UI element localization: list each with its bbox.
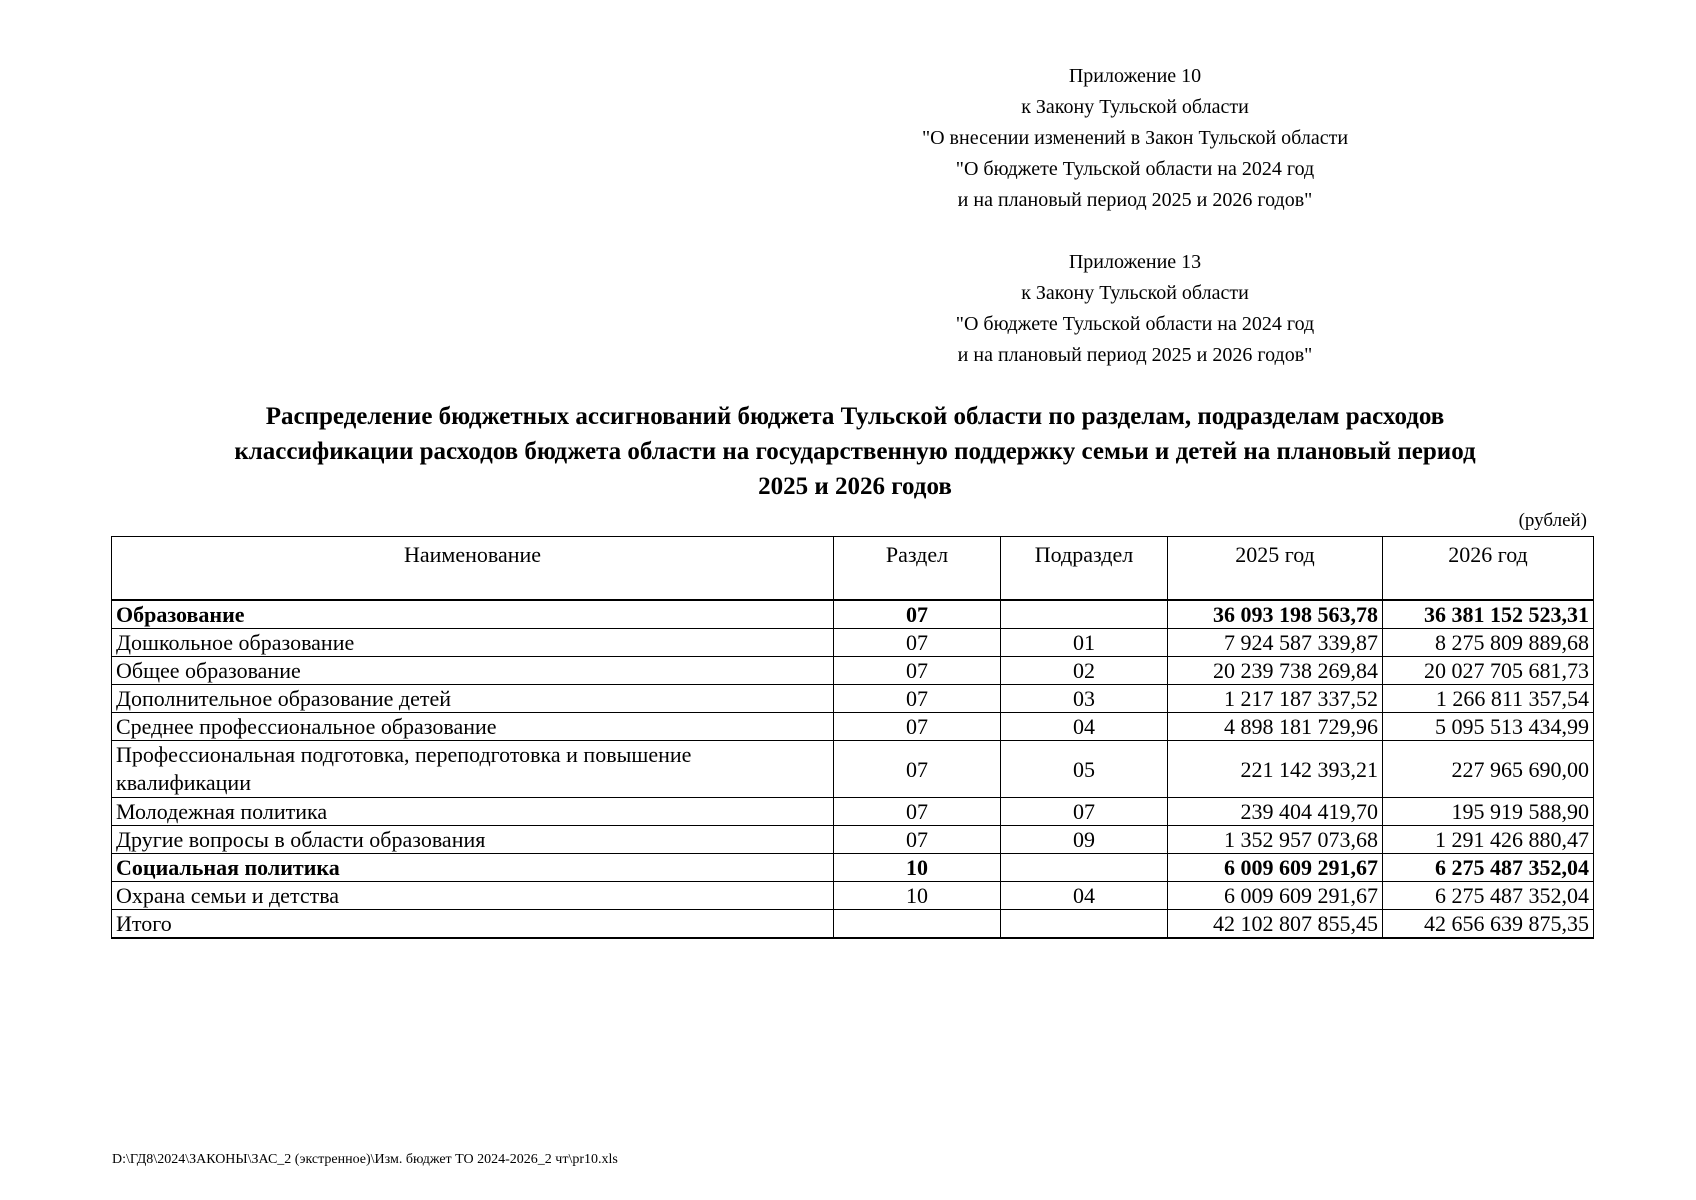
row-section: 07 <box>834 657 1001 685</box>
header-2025: 2025 год <box>1168 537 1383 601</box>
table-row <box>112 882 1594 910</box>
row-amount-2025: 42 102 807 855,45 <box>1168 910 1383 939</box>
appendix-10-line: к Закону Тульской области <box>1021 96 1249 118</box>
row-amount-2025: 20 239 738 269,84 <box>1168 657 1383 685</box>
table-row <box>112 685 1594 713</box>
row-subsection: 04 <box>1001 713 1168 741</box>
table-row <box>112 600 1594 629</box>
currency-unit: (рублей) <box>1518 510 1587 531</box>
table-header-row <box>112 537 1594 601</box>
row-name: Молодежная политика <box>112 798 834 826</box>
row-name: Профессиональная подготовка, переподготовка и повышение квалификации <box>112 741 834 798</box>
table-total-row <box>112 910 1594 939</box>
row-amount-2026: 36 381 152 523,31 <box>1383 600 1594 629</box>
row-amount-2025: 6 009 609 291,67 <box>1168 882 1383 910</box>
row-amount-2026: 227 965 690,00 <box>1383 741 1594 798</box>
appendix-10-line: и на плановый период 2025 и 2026 годов" <box>957 189 1313 211</box>
appendix-13-line: Приложение 13 <box>1068 251 1202 273</box>
table-row <box>112 741 1594 798</box>
row-subsection: 02 <box>1001 657 1168 685</box>
row-section: 07 <box>834 741 1001 798</box>
table-row <box>112 854 1594 882</box>
table-row <box>112 826 1594 854</box>
row-amount-2026: 1 266 811 357,54 <box>1383 685 1594 713</box>
row-name: Итого <box>112 910 834 939</box>
title-line: Распределение бюджетных ассигнований бюджета Тульской области по разделам, подразделам расходов <box>265 403 1445 430</box>
row-section: 07 <box>834 826 1001 854</box>
row-subsection: 03 <box>1001 685 1168 713</box>
appendix-13-line: "О бюджете Тульской области на 2024 год <box>955 313 1315 335</box>
row-amount-2026: 5 095 513 434,99 <box>1383 713 1594 741</box>
row-amount-2025: 6 009 609 291,67 <box>1168 854 1383 882</box>
row-section: 07 <box>834 685 1001 713</box>
row-subsection <box>1001 854 1168 882</box>
row-section: 07 <box>834 798 1001 826</box>
title-line: классификации расходов бюджета области на государственную поддержку семьи и детей на плановый период <box>234 438 1476 465</box>
row-name: Дошкольное образование <box>112 629 834 657</box>
row-amount-2026: 6 275 487 352,04 <box>1383 882 1594 910</box>
row-amount-2026: 195 919 588,90 <box>1383 798 1594 826</box>
header-subsection: Подраздел <box>1001 537 1168 601</box>
row-name: Социальная политика <box>112 854 834 882</box>
header-section: Раздел <box>834 537 1001 601</box>
row-subsection <box>1001 910 1168 939</box>
row-amount-2025: 239 404 419,70 <box>1168 798 1383 826</box>
appendix-13-line: к Закону Тульской области <box>1021 282 1249 304</box>
row-amount-2025: 1 352 957 073,68 <box>1168 826 1383 854</box>
header-2026: 2026 год <box>1383 537 1594 601</box>
row-amount-2025: 36 093 198 563,78 <box>1168 600 1383 629</box>
row-amount-2026: 8 275 809 889,68 <box>1383 629 1594 657</box>
appendix-10-header <box>845 61 1425 216</box>
row-section: 07 <box>834 600 1001 629</box>
file-path-footer: D:\ГД8\2024\ЗАКОНЫ\ЗАС_2 (экстренное)\Изм. бюджет ТО 2024-2026_2 чт\pr10.xls <box>112 1152 618 1167</box>
row-subsection: 07 <box>1001 798 1168 826</box>
document-title <box>110 399 1600 504</box>
row-name: Охрана семьи и детства <box>112 882 834 910</box>
appendix-13-line: и на плановый период 2025 и 2026 годов" <box>957 344 1313 366</box>
appendix-10-line: Приложение 10 <box>1068 65 1202 87</box>
row-subsection: 09 <box>1001 826 1168 854</box>
row-amount-2025: 1 217 187 337,52 <box>1168 685 1383 713</box>
appendix-10-line: "О внесении изменений в Закон Тульской области <box>921 127 1349 149</box>
table-row <box>112 713 1594 741</box>
row-name: Дополнительное образование детей <box>112 685 834 713</box>
row-name: Общее образование <box>112 657 834 685</box>
row-section: 10 <box>834 854 1001 882</box>
row-subsection <box>1001 600 1168 629</box>
row-amount-2025: 7 924 587 339,87 <box>1168 629 1383 657</box>
appendix-13-header <box>845 247 1425 371</box>
row-section: 07 <box>834 629 1001 657</box>
row-amount-2026: 6 275 487 352,04 <box>1383 854 1594 882</box>
row-subsection: 01 <box>1001 629 1168 657</box>
row-subsection: 04 <box>1001 882 1168 910</box>
row-amount-2025: 221 142 393,21 <box>1168 741 1383 798</box>
row-subsection: 05 <box>1001 741 1168 798</box>
appendix-10-line: "О бюджете Тульской области на 2024 год <box>955 158 1315 180</box>
row-name: Образование <box>112 600 834 629</box>
table-row <box>112 629 1594 657</box>
row-amount-2025: 4 898 181 729,96 <box>1168 713 1383 741</box>
row-section <box>834 910 1001 939</box>
row-amount-2026: 1 291 426 880,47 <box>1383 826 1594 854</box>
title-line: 2025 и 2026 годов <box>758 473 952 500</box>
row-section: 10 <box>834 882 1001 910</box>
row-name: Среднее профессиональное образование <box>112 713 834 741</box>
budget-table <box>111 536 1594 939</box>
row-amount-2026: 20 027 705 681,73 <box>1383 657 1594 685</box>
header-name: Наименование <box>112 537 834 601</box>
row-name: Другие вопросы в области образования <box>112 826 834 854</box>
row-section: 07 <box>834 713 1001 741</box>
row-amount-2026: 42 656 639 875,35 <box>1383 910 1594 939</box>
table-row <box>112 798 1594 826</box>
table-row <box>112 657 1594 685</box>
